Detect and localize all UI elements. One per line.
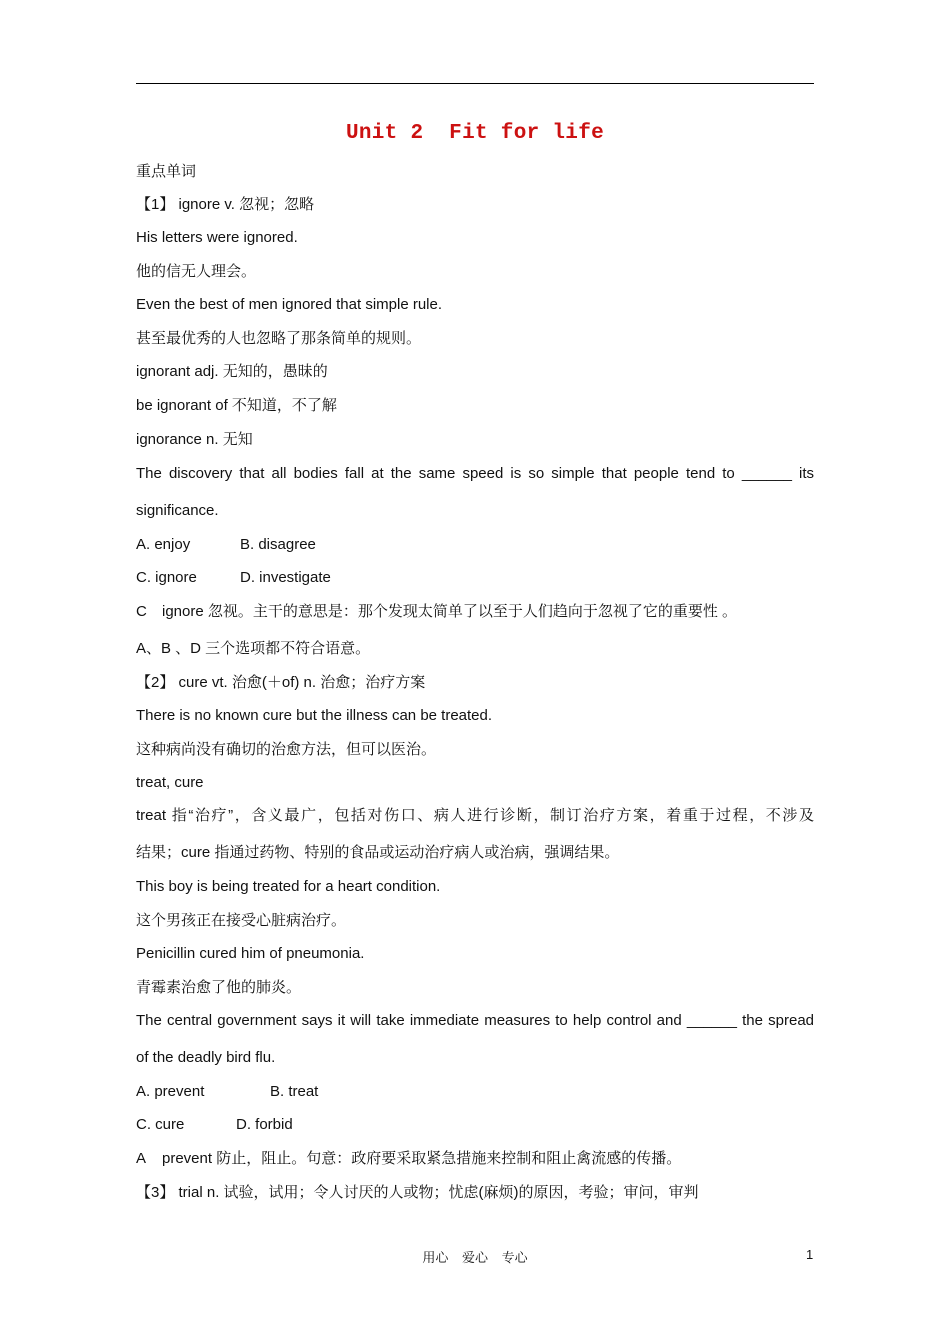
example-sentence: This boy is being treated for a heart condition. (136, 878, 441, 895)
example-sentence: Even the best of men ignored that simple rule. (136, 296, 443, 313)
option-b: B. treat (270, 1083, 319, 1100)
vocab-entry-2: 【2】 cure vt. 治愈(＋of) n. 治愈；治疗方案 (136, 674, 426, 691)
derived-word: ignorance n. 无知 (136, 431, 253, 448)
explanation-text: prevent 防止，阻止。句意：政府要采取紧急措施来控制和阻止禽流感的传播。 (162, 1150, 682, 1167)
explanation-text: ignore 忽视。主干的意思是：那个发现太简单了以至于人们趋向于忽视了它的重要性 。 (162, 603, 738, 620)
explanation-note: A、B 、D 三个选项都不符合语意。 (136, 640, 371, 657)
exercise-question-cont: of the deadly bird flu. (136, 1049, 276, 1066)
example-sentence: There is no known cure but the illness can be treated. (136, 707, 493, 724)
example-translation: 这种病尚没有确切的治愈方法，但可以医治。 (136, 741, 437, 758)
header-rule (136, 83, 814, 84)
derived-word: ignorant adj. 无知的，愚昧的 (136, 363, 328, 380)
exercise-question: The central government says it will take immediate measures to help control and ______ the spread (136, 1012, 814, 1029)
exercise-question: The discovery that all bodies fall at the same speed is so simple that people tend to ______ its (136, 465, 814, 482)
page-title: Unit 2 Fit for life (345, 122, 605, 145)
example-translation: 这个男孩正在接受心脏病治疗。 (136, 912, 347, 929)
option-d: D. forbid (236, 1116, 293, 1133)
example-translation: 甚至最优秀的人也忽略了那条简单的规则。 (136, 330, 422, 347)
option-b: B. disagree (240, 536, 316, 553)
comparison-explanation: treat 指“治疗”，含义最广，包括对伤口、病人进行诊断，制订治疗方案，着重于过程，不涉及 (136, 807, 814, 824)
options-row (136, 1115, 814, 1135)
answer-explanation (136, 1149, 814, 1169)
vocab-entry-3: 【3】 trial n. 试验，试用；令人讨厌的人或物；忧虑(麻烦)的原因，考验；审问，审判 (136, 1184, 699, 1201)
word-comparison: treat, cure (136, 774, 204, 791)
example-sentence: Penicillin cured him of pneumonia. (136, 945, 365, 962)
option-a: A. prevent (136, 1083, 205, 1100)
footer-motto: 用心 爱心 专心 (422, 1250, 528, 1265)
options-row (136, 535, 814, 555)
option-d: D. investigate (240, 569, 331, 586)
comparison-explanation-cont: 结果；cure 指通过药物、特别的食品或运动治疗病人或治病，强调结果。 (136, 844, 620, 861)
example-sentence: His letters were ignored. (136, 229, 298, 246)
option-c: C. ignore (136, 569, 197, 586)
answer-explanation (136, 602, 814, 622)
vocab-entry-1: 【1】 ignore v. 忽视；忽略 (136, 196, 315, 213)
phrase: be ignorant of 不知道，不了解 (136, 397, 337, 414)
options-row (136, 1082, 814, 1102)
example-translation: 青霉素治愈了他的肺炎。 (136, 979, 302, 996)
section-heading: 重点单词 (136, 163, 197, 180)
exercise-question-cont: significance. (136, 502, 219, 519)
options-row (136, 568, 814, 588)
answer-letter: C (136, 603, 147, 620)
page-number: 1 (806, 1247, 814, 1262)
option-c: C. cure (136, 1116, 185, 1133)
document-body (136, 160, 814, 1203)
answer-letter: A (136, 1150, 147, 1167)
example-translation: 他的信无人理会。 (136, 263, 257, 280)
option-a: A. enjoy (136, 536, 191, 553)
